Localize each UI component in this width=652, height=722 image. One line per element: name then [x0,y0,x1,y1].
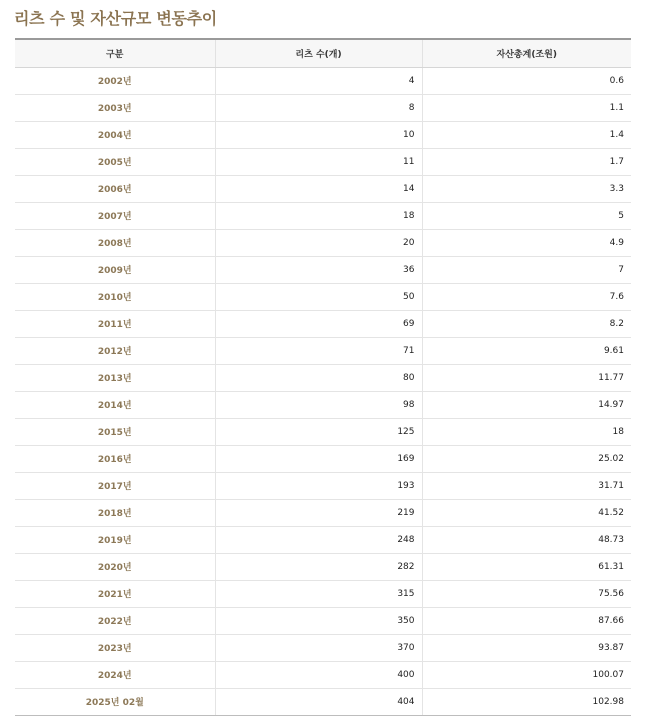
cell-total-assets: 4.9 [422,229,631,256]
cell-reit-count: 36 [215,256,422,283]
cell-reit-count: 71 [215,337,422,364]
cell-period: 2003년 [15,94,215,121]
cell-period: 2015년 [15,418,215,445]
cell-period: 2005년 [15,148,215,175]
cell-total-assets: 25.02 [422,445,631,472]
cell-period: 2008년 [15,229,215,256]
cell-period: 2024년 [15,661,215,688]
table-row [15,634,631,661]
cell-period: 2022년 [15,607,215,634]
cell-total-assets: 0.6 [422,67,631,94]
table-row [15,256,631,283]
cell-reit-count: 18 [215,202,422,229]
cell-reit-count: 350 [215,607,422,634]
table-row [15,337,631,364]
cell-reit-count: 11 [215,148,422,175]
table-row [15,418,631,445]
cell-reit-count: 10 [215,121,422,148]
cell-total-assets: 93.87 [422,634,631,661]
cell-period: 2002년 [15,67,215,94]
cell-total-assets: 14.97 [422,391,631,418]
cell-period: 2025년 02월 [15,688,215,715]
table-row [15,688,631,715]
cell-period: 2023년 [15,634,215,661]
cell-reit-count: 98 [215,391,422,418]
cell-total-assets: 8.2 [422,310,631,337]
cell-period: 2010년 [15,283,215,310]
table-row [15,391,631,418]
cell-reit-count: 282 [215,553,422,580]
table-row [15,661,631,688]
table-row [15,175,631,202]
table-row [15,445,631,472]
column-header-reit-count: 리츠 수(개) [215,39,422,67]
cell-total-assets: 31.71 [422,472,631,499]
cell-period: 2014년 [15,391,215,418]
column-header-total-assets: 자산총계(조원) [422,39,631,67]
cell-total-assets: 3.3 [422,175,631,202]
cell-total-assets: 1.7 [422,148,631,175]
cell-period: 2004년 [15,121,215,148]
cell-total-assets: 100.07 [422,661,631,688]
cell-total-assets: 11.77 [422,364,631,391]
cell-total-assets: 9.61 [422,337,631,364]
cell-reit-count: 193 [215,472,422,499]
cell-reit-count: 20 [215,229,422,256]
cell-reit-count: 400 [215,661,422,688]
cell-total-assets: 87.66 [422,607,631,634]
page-title: 리츠 수 및 자산규모 변동추이 [14,9,217,28]
cell-total-assets: 102.98 [422,688,631,715]
column-header-period: 구분 [15,39,215,67]
cell-reit-count: 8 [215,94,422,121]
cell-period: 2012년 [15,337,215,364]
cell-reit-count: 315 [215,580,422,607]
cell-reit-count: 169 [215,445,422,472]
table-row [15,472,631,499]
table-row [15,607,631,634]
cell-total-assets: 1.1 [422,94,631,121]
cell-period: 2020년 [15,553,215,580]
table-header-row [15,39,631,67]
table-row [15,148,631,175]
table-row [15,553,631,580]
cell-total-assets: 7 [422,256,631,283]
table-row [15,580,631,607]
cell-period: 2017년 [15,472,215,499]
table-row [15,499,631,526]
table-row [15,94,631,121]
cell-reit-count: 370 [215,634,422,661]
cell-period: 2009년 [15,256,215,283]
cell-reit-count: 50 [215,283,422,310]
cell-period: 2018년 [15,499,215,526]
table-row [15,526,631,553]
cell-reit-count: 248 [215,526,422,553]
cell-reit-count: 4 [215,67,422,94]
cell-total-assets: 7.6 [422,283,631,310]
cell-reit-count: 80 [215,364,422,391]
reits-stats-table [15,38,631,716]
table-row [15,202,631,229]
cell-period: 2011년 [15,310,215,337]
cell-reit-count: 404 [215,688,422,715]
cell-period: 2016년 [15,445,215,472]
cell-total-assets: 18 [422,418,631,445]
cell-total-assets: 61.31 [422,553,631,580]
cell-total-assets: 48.73 [422,526,631,553]
table-row [15,364,631,391]
cell-period: 2013년 [15,364,215,391]
table-body [15,67,631,715]
cell-total-assets: 75.56 [422,580,631,607]
cell-reit-count: 69 [215,310,422,337]
cell-period: 2006년 [15,175,215,202]
table-row [15,283,631,310]
table-row [15,310,631,337]
cell-total-assets: 1.4 [422,121,631,148]
cell-period: 2021년 [15,580,215,607]
table-row [15,229,631,256]
cell-total-assets: 5 [422,202,631,229]
table-row [15,121,631,148]
cell-reit-count: 125 [215,418,422,445]
cell-reit-count: 219 [215,499,422,526]
cell-total-assets: 41.52 [422,499,631,526]
table-row [15,67,631,94]
cell-period: 2007년 [15,202,215,229]
cell-period: 2019년 [15,526,215,553]
cell-reit-count: 14 [215,175,422,202]
